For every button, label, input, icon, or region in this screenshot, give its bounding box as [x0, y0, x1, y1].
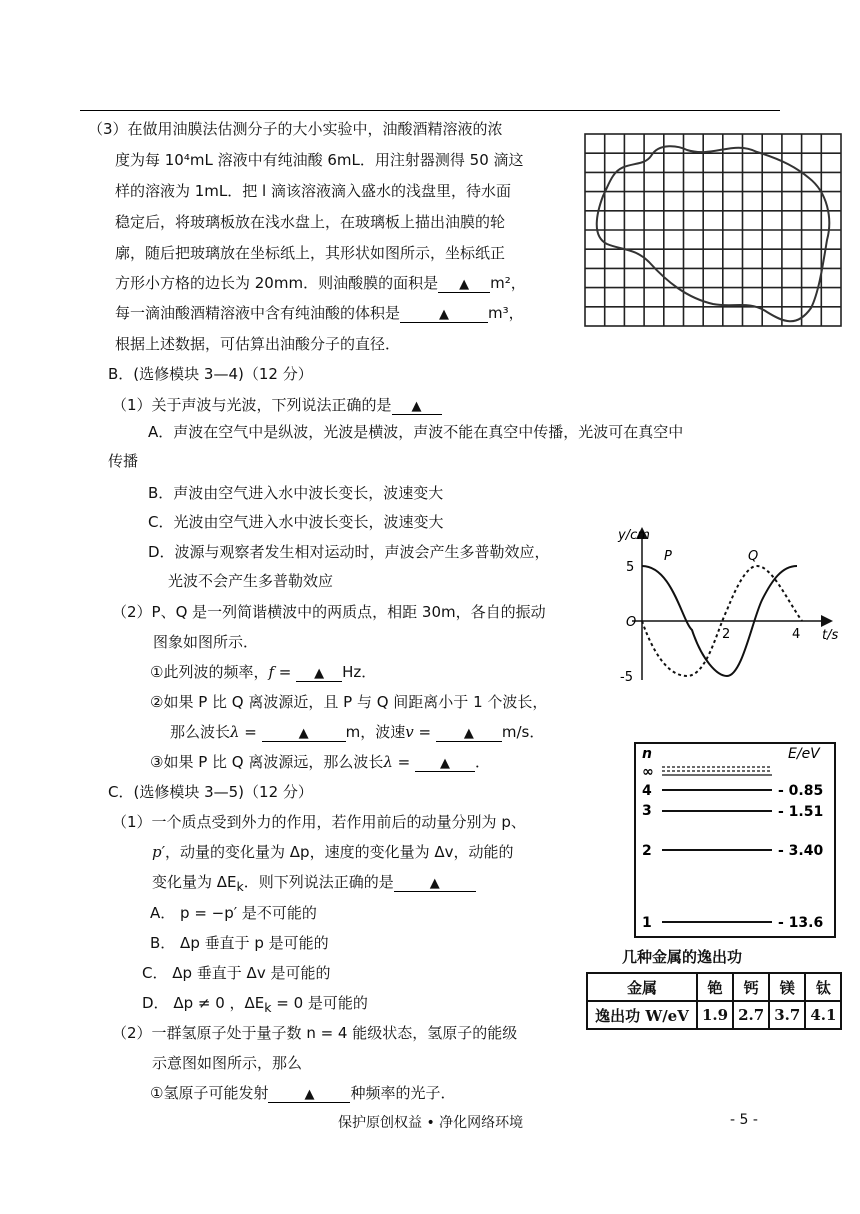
triangle-marker: ▲	[459, 277, 470, 292]
header-rule	[80, 110, 780, 111]
c-option-a: A． p = −p′ 是不可能的	[150, 904, 317, 922]
energy-level-diagram	[632, 740, 840, 940]
q3-line-7-text: 每一滴油酸酒精溶液中含有纯油酸的体积是	[115, 304, 401, 322]
c-option-b: B． Δp 垂直于 p 是可能的	[150, 934, 329, 952]
level-1-energy: - 13.6	[778, 915, 824, 931]
footer-text: 保护原创权益 • 净化网络环境	[338, 1115, 524, 1131]
b-q2-sub3	[150, 751, 490, 773]
q3-line-1: （3）在做用油膜法估测分子的大小实验中，油酸酒精溶液的浓	[88, 120, 503, 138]
triangle-marker: ▲	[440, 756, 450, 771]
y-tick-neg: -5	[620, 670, 633, 685]
c-option-d-text-2: = 0 是可能的	[271, 994, 368, 1012]
table-cell: 4.1	[805, 1001, 841, 1029]
triangle-marker: ▲	[429, 876, 440, 891]
level-4-energy: - 0.85	[778, 783, 824, 799]
c-q2-sub1	[150, 1082, 455, 1104]
table-header-cell: 钙	[733, 973, 769, 1001]
q3-line-2: 度为每 10⁴mL 溶液中有纯油酸 6mL．用注射器测得 50 滴这	[115, 151, 524, 169]
c-option-c: C． Δp 垂直于 Δv 是可能的	[142, 964, 331, 982]
y-tick-pos: 5	[626, 560, 635, 575]
answer-blank-wavelength[interactable]	[262, 723, 346, 742]
x-tick-2: 2	[722, 627, 731, 642]
c-q2-sub1-text-2: 种频率的光子．	[350, 1084, 456, 1102]
b-option-b: B．声波由空气进入水中波长变长，波速变大	[148, 484, 444, 502]
unit-m3: m³，	[488, 304, 524, 322]
answer-blank-b1[interactable]	[392, 396, 442, 415]
b-q2-line1: （2）P、Q 是一列简谐横波中的两质点，相距 30m，各自的振动	[112, 603, 546, 621]
var-lambda: λ	[383, 753, 393, 771]
table-header-cell: 钛	[805, 973, 841, 1001]
table-row	[587, 1001, 841, 1029]
table-row-label: 逸出功 W/eV	[587, 1001, 697, 1029]
section-b-heading: B．(选修模块 3—4)（12 分）	[108, 365, 313, 383]
b-q2-sub2: ②如果 P 比 Q 离波源近，且 P 与 Q 间距离小于 1 个波长，	[150, 693, 548, 711]
answer-blank-speed[interactable]	[436, 723, 502, 742]
q3-line-4: 稳定后，将玻璃板放在浅水盘上，在玻璃板上描出油膜的轮	[115, 213, 506, 231]
level-4-label: 4	[642, 783, 652, 799]
c-q2-line1: （2）一群氢原子处于量子数 n = 4 能级状态，氢原子的能级	[112, 1024, 518, 1042]
metal-table-caption: 几种金属的逸出功	[622, 948, 743, 966]
unit-m2: m²，	[490, 274, 526, 292]
answer-blank-c1[interactable]	[394, 873, 476, 892]
table-header-cell: 镁	[769, 973, 805, 1001]
work-function-table	[586, 972, 842, 1030]
triangle-marker: ▲	[439, 307, 450, 322]
c-q1-line2-text: ，动量的变化量为 Δp，速度的变化量为 Δv，动能的	[165, 843, 514, 861]
b-option-a: A．声波在空气中是纵波，光波是横波，声波不能在真空中传播，光波可在真空中	[148, 423, 684, 441]
unit-ms: m/s．	[501, 723, 545, 741]
b-option-d: D．波源与观察者发生相对运动时，声波会产生多普勒效应，	[148, 543, 550, 561]
sub-k: k	[236, 879, 244, 894]
page-number: - 5 -	[730, 1112, 758, 1128]
var-v: v	[405, 723, 414, 741]
level-2-label: 2	[642, 843, 652, 859]
b-q2-sub1	[150, 661, 376, 683]
c-q2-line2: 示意图如图所示，那么	[152, 1054, 303, 1072]
var-lambda: λ	[230, 723, 240, 741]
unit-hz: Hz．	[342, 663, 377, 681]
b-q1	[112, 394, 442, 416]
answer-blank-wavelength-2[interactable]	[415, 753, 475, 772]
c-q1-line3	[152, 871, 476, 898]
b-option-d-cont: 光波不会产生多普勒效应	[168, 572, 334, 590]
b-sub2-text: 那么波长	[170, 723, 231, 741]
label-q: Q	[748, 549, 759, 564]
b-q1-text: （1）关于声波与光波，下列说法正确的是	[112, 396, 392, 414]
c-q1-line1: （1）一个质点受到外力的作用，若作用前后的动量分别为 p、	[112, 813, 526, 831]
vibration-graph-figure	[612, 520, 844, 690]
triangle-marker: ▲	[463, 726, 474, 741]
q3-line-3: 样的溶液为 1mL．把 l 滴该溶液滴入盛水的浅盘里，待水面	[115, 182, 511, 200]
b-sub3-text: ③如果 P 比 Q 离波源远，那么波长	[150, 753, 384, 771]
q3-line-5: 廓，随后把玻璃放在坐标纸上，其形状如图所示，坐标纸正	[115, 244, 506, 262]
section-c-heading: C．(选修模块 3—5)（12 分）	[108, 783, 313, 801]
var-p-prime: p′	[152, 843, 166, 861]
b-sub1-text: ①此列波的频率，	[150, 663, 269, 681]
level-3-energy: - 1.51	[778, 804, 824, 820]
answer-blank-area[interactable]	[438, 274, 490, 293]
b-q2-line2: 图象如图所示．	[153, 633, 259, 651]
period: ．	[475, 753, 491, 771]
eq-sign: =	[274, 663, 297, 681]
y-axis-label: y/cm	[618, 528, 650, 543]
c-q1-line2	[152, 841, 513, 863]
table-header-cell: 铯	[697, 973, 733, 1001]
eq-sign: =	[413, 723, 436, 741]
triangle-marker: ▲	[304, 1087, 315, 1102]
c-q2-sub1-text: ①氢原子可能发射	[150, 1084, 269, 1102]
answer-blank-frequency[interactable]	[296, 663, 342, 682]
level-3-label: 3	[642, 803, 652, 819]
table-cell: 1.9	[697, 1001, 733, 1029]
answer-blank-photons[interactable]	[268, 1084, 350, 1103]
sub-k: k	[264, 1000, 272, 1015]
e-axis-label: E/eV	[788, 746, 820, 762]
c-q1-line3-text-2: ．则下列说法正确的是	[243, 873, 394, 891]
level-2-energy: - 3.40	[778, 843, 824, 859]
eq-sign: =	[239, 723, 262, 741]
var-f: f	[268, 663, 275, 681]
table-cell: 3.7	[769, 1001, 805, 1029]
table-row	[587, 973, 841, 1001]
b-sub2-mid: m，波速	[345, 723, 406, 741]
table-header-cell: 金属	[587, 973, 697, 1001]
oil-film-grid-figure	[583, 132, 843, 328]
table-cell: 2.7	[733, 1001, 769, 1029]
triangle-marker: ▲	[411, 399, 422, 414]
c-option-d	[142, 992, 368, 1019]
answer-blank-volume[interactable]	[400, 304, 488, 323]
level-inf-label: ∞	[642, 764, 654, 780]
triangle-marker: ▲	[298, 726, 309, 741]
eq-sign: =	[392, 753, 415, 771]
q3-line-6-text: 方形小方格的边长为 20mm．则油酸膜的面积是	[115, 274, 439, 292]
q3-line-8: 根据上述数据，可估算出油酸分子的直径．	[115, 335, 401, 353]
triangle-marker: ▲	[314, 666, 325, 681]
label-p: P	[664, 549, 672, 564]
level-1-label: 1	[642, 915, 652, 931]
c-option-d-text: D． Δp ≠ 0 ，ΔE	[142, 994, 265, 1012]
x-axis-label: t/s	[822, 628, 839, 643]
origin-label: O	[626, 615, 637, 630]
n-axis-label: n	[642, 746, 652, 762]
q3-line-6	[115, 272, 526, 294]
q3-line-7	[115, 302, 524, 324]
x-tick-4: 4	[792, 627, 801, 642]
b-option-c: C．光波由空气进入水中波长变长，波速变大	[148, 513, 444, 531]
b-option-a-cont: 传播	[108, 452, 139, 470]
c-q1-line3-text: 变化量为 ΔE	[152, 873, 237, 891]
b-q2-sub2-cont	[170, 721, 544, 743]
